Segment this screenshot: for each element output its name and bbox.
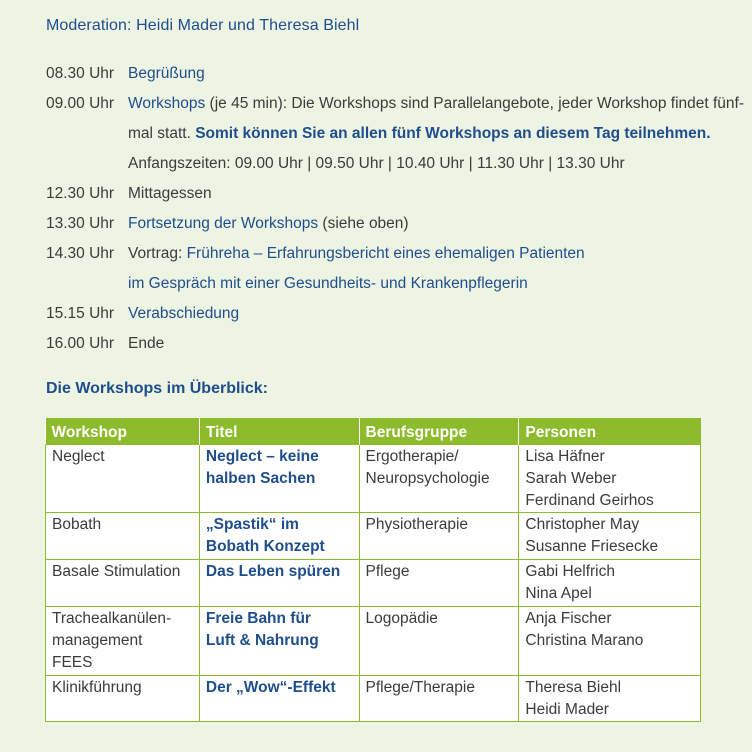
cell-workshop-line: Neglect: [52, 448, 105, 465]
schedule-description: [128, 59, 746, 89]
cell-group: [359, 513, 519, 560]
schedule-description: [128, 89, 746, 119]
workshop-table: [45, 418, 701, 722]
schedule-row: [46, 239, 746, 269]
cell-title: [199, 513, 359, 560]
schedule-text: Frühreha – Erfahrungsbericht eines ehemaligen Patienten: [186, 245, 585, 262]
cell-group-line: Pflege: [365, 563, 410, 580]
schedule-time: 16.00 Uhr: [46, 335, 115, 352]
cell-persons: [519, 560, 701, 607]
schedule-text: Fortsetzung der Workshops: [128, 215, 319, 232]
cell-group-line: Physiotherapie: [365, 516, 469, 533]
schedule-row: [46, 149, 746, 179]
schedule-text: Workshops: [128, 95, 206, 112]
moderation-line: Moderation: Heidi Mader und Theresa Biehl: [46, 17, 360, 34]
schedule-description: [128, 119, 746, 149]
schedule-row: [46, 119, 746, 149]
schedule-text: Verabschiedung: [128, 305, 240, 322]
table-row: [46, 445, 701, 513]
cell-title: [199, 676, 359, 722]
cell-group-line: Logopädie: [365, 610, 438, 627]
cell-title-line: Der „Wow“-Effekt: [205, 679, 336, 696]
cell-title-line: Freie Bahn für: [205, 610, 311, 627]
schedule-row: [46, 179, 746, 209]
schedule-text: Vortrag:: [128, 245, 187, 262]
cell-title-line: Neglect – keine: [205, 448, 319, 465]
table-row: [46, 607, 701, 676]
table-row: [46, 676, 701, 722]
cell-workshop-line: management: [52, 632, 143, 649]
cell-persons-line: Susanne Friesecke: [525, 538, 659, 555]
schedule-text: Mittagessen: [128, 185, 212, 202]
cell-workshop-line: Basale Stimulation: [52, 563, 181, 580]
schedule-text: (siehe oben): [318, 215, 409, 232]
schedule-description: [128, 329, 746, 359]
cell-persons-line: Heidi Mader: [525, 701, 609, 718]
cell-workshop: [46, 560, 200, 607]
schedule-description: [128, 269, 746, 299]
cell-group: [359, 560, 519, 607]
header-title: Titel: [199, 418, 359, 445]
cell-persons: [519, 513, 701, 560]
cell-persons-line: Theresa Biehl: [525, 679, 622, 696]
cell-persons-line: Nina Apel: [525, 585, 592, 602]
schedule-row: [46, 329, 746, 359]
program-schedule: [46, 59, 746, 359]
cell-title: [199, 560, 359, 607]
cell-persons: [519, 676, 701, 722]
schedule-text: Anfangszeiten: 09.00 Uhr | 09.50 Uhr | 10.40 Uhr | 11.30 Uhr | 13.30 Uhr: [128, 155, 625, 172]
cell-group-line: Neuropsychologie: [365, 470, 490, 487]
cell-persons-line: Lisa Häfner: [525, 448, 605, 465]
cell-persons-line: Sarah Weber: [525, 470, 617, 487]
header-group: Berufsgruppe: [359, 418, 519, 445]
header-workshop: Workshop: [46, 418, 200, 445]
cell-group: [359, 607, 519, 676]
schedule-text: Ende: [128, 335, 165, 352]
schedule-text: mal statt.: [128, 125, 196, 142]
cell-workshop: [46, 513, 200, 560]
cell-title-line: Bobath Konzept: [205, 538, 325, 555]
cell-title: [199, 607, 359, 676]
cell-persons-line: Anja Fischer: [525, 610, 612, 627]
cell-group: [359, 676, 519, 722]
schedule-time: [46, 269, 128, 299]
cell-group-line: Ergotherapie/: [365, 448, 459, 465]
cell-workshop: [46, 676, 200, 722]
cell-title-line: halben Sachen: [205, 470, 316, 487]
cell-group-line: Pflege/Therapie: [365, 679, 475, 696]
schedule-time: 12.30 Uhr: [46, 185, 115, 202]
schedule-text: im Gespräch mit einer Gesundheits- und Krankenpflegerin: [128, 275, 528, 292]
overview-title: Die Workshops im Überblick:: [46, 380, 268, 397]
cell-workshop-line: Bobath: [52, 516, 102, 533]
header-persons: Personen: [519, 418, 701, 445]
cell-persons-line: Christopher May: [525, 516, 640, 533]
cell-persons: [519, 445, 701, 513]
cell-persons-line: Christina Marano: [525, 632, 644, 649]
schedule-row: [46, 89, 746, 119]
schedule-time: 08.30 Uhr: [46, 65, 115, 82]
schedule-description: [128, 179, 746, 209]
cell-workshop: [46, 445, 200, 513]
schedule-description: [128, 209, 746, 239]
cell-persons-line: Gabi Helfrich: [525, 563, 615, 580]
schedule-row: [46, 299, 746, 329]
cell-title-line: „Spastik“ im: [205, 516, 299, 533]
table-header-row: [46, 418, 701, 445]
cell-persons-line: Ferdinand Geirhos: [525, 492, 654, 509]
schedule-row: [46, 209, 746, 239]
cell-persons: [519, 607, 701, 676]
cell-group: [359, 445, 519, 513]
schedule-time: [46, 149, 128, 179]
cell-workshop-line: Klinikführung: [52, 679, 142, 696]
schedule-time: [46, 119, 128, 149]
cell-workshop: [46, 607, 200, 676]
schedule-time: 15.15 Uhr: [46, 305, 115, 322]
cell-title: [199, 445, 359, 513]
cell-workshop-line: Trachealkanülen-: [52, 610, 172, 627]
schedule-text: Somit können Sie an allen fünf Workshops an diesem Tag teilnehmen.: [195, 125, 711, 142]
schedule-row: [46, 269, 746, 299]
schedule-time: 14.30 Uhr: [46, 245, 115, 262]
schedule-row: [46, 59, 746, 89]
table-row: [46, 560, 701, 607]
schedule-description: [128, 149, 746, 179]
cell-title-line: Luft & Nahrung: [205, 632, 319, 649]
schedule-text: (je 45 min): Die Workshops sind Parallelangebote, jeder Workshop findet fünf-: [205, 95, 745, 112]
cell-title-line: Das Leben spüren: [205, 563, 341, 580]
schedule-description: [128, 239, 746, 269]
schedule-text: Begrüßung: [128, 65, 205, 82]
table-row: [46, 513, 701, 560]
cell-workshop-line: FEES: [52, 654, 93, 671]
schedule-time: 13.30 Uhr: [46, 215, 115, 232]
schedule-time: 09.00 Uhr: [46, 95, 115, 112]
schedule-description: [128, 299, 746, 329]
